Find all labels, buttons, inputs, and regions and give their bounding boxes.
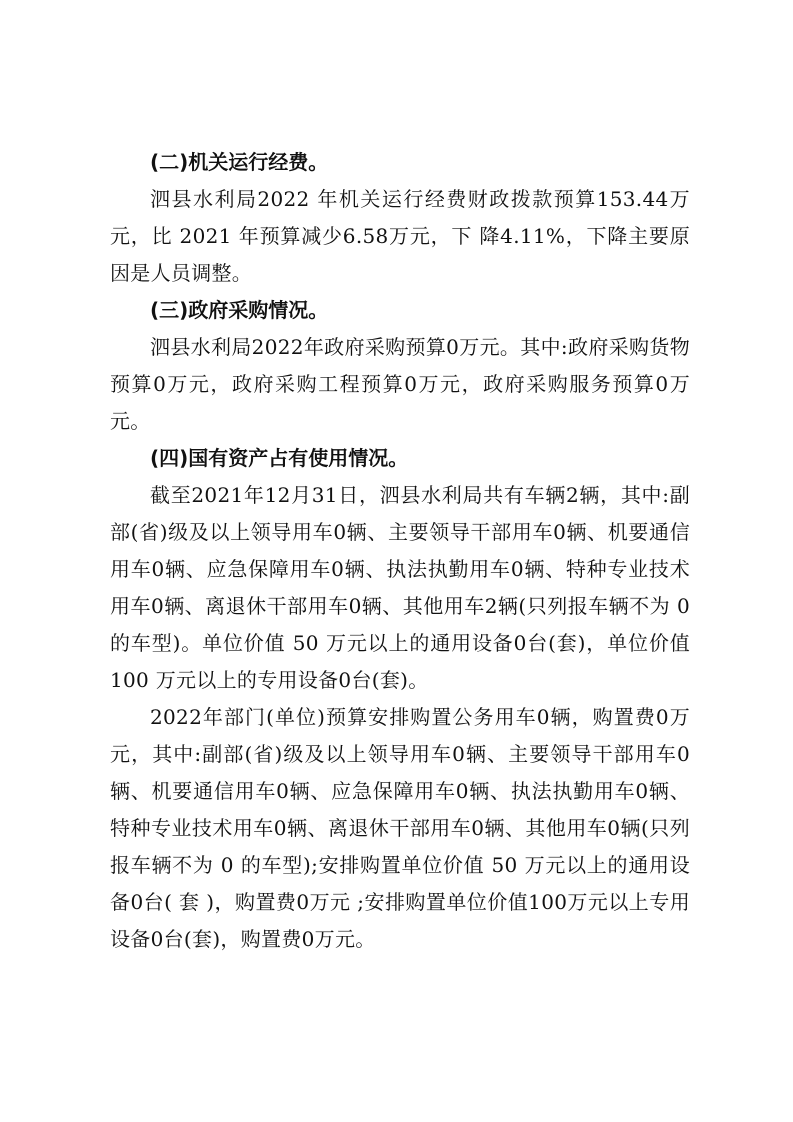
paragraph: 截至2021年12月31日，泗县水利局共有车辆2辆，其中:副部(省)级及以上领导用车0辆、主要领导干部用车0辆、机要通信用车0辆、应急保障用车0辆、执法执勤用车0辆、特种专业技术用车0辆、离退休干部用车0辆、其他用车2辆(只列报车辆不为 0 的车型)。单位价值 50 万元以上的通用设备0台(套)，单位价值 100 万元以上的专用设备0台(套)。 [110,483,690,692]
document-page [110,144,690,958]
section-heading: (四)国有资产占有使用情况。 [150,446,409,470]
section-government-procurement [110,292,690,440]
paragraph: 泗县水利局2022 年机关运行经费财政拨款预算153.44万元，比 2021 年预算减少6.58万元，下 降4.11%，下降主要原因是人员调整。 [110,187,690,285]
paragraph: 2022年部门(单位)预算安排购置公务用车0辆，购置费0万元，其中:副部(省)级及以上领导用车0辆、主要领导干部用车0辆、机要通信用车0辆、应急保障用车0辆、执法执勤用车0辆、特种专业技术用车0辆、离退休干部用车0辆、其他用车0辆(只列报车辆不为 0 的车型);安排购置单位价值 50 万元以上的通用设备0台( 套 )，购置费0万元 ;安排购置单位价值100万元以上专用设备0台(套)，购置费0万元。 [110,705,690,951]
section-operating-expenses [110,144,690,292]
section-heading: (三)政府采购情况。 [150,298,329,322]
paragraph: 泗县水利局2022年政府采购预算0万元。其中:政府采购货物预算0万元，政府采购工程预算0万元，政府采购服务预算0万元。 [110,335,690,433]
section-state-assets [110,440,690,958]
section-heading: (二)机关运行经费。 [150,150,329,174]
